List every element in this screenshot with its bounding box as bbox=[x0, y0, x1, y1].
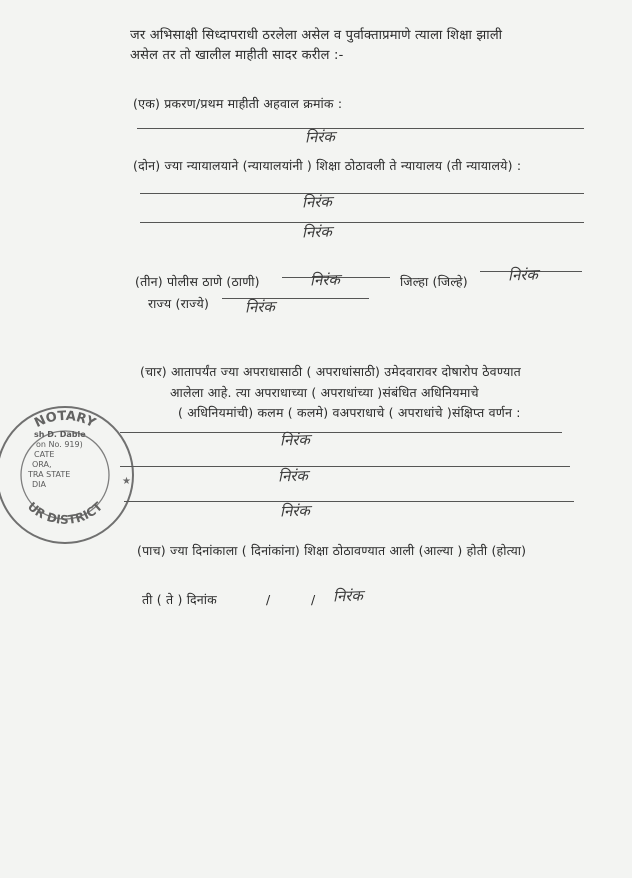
section4-line-a bbox=[120, 432, 562, 433]
seal-line-4: ORA, bbox=[32, 460, 52, 469]
section2-value-2: निरंक bbox=[301, 222, 333, 242]
section5-date-sep-1: / bbox=[266, 592, 271, 607]
seal-details bbox=[6, 430, 86, 490]
section3-district-label: जिल्हा (जिल्हे) bbox=[400, 274, 468, 289]
section4-line-c bbox=[124, 501, 574, 502]
section4-line-3: ( अधिनियमांची) कलम ( कलमे) वअपराधाचे ( अपराधांचे )संक्षिप्त वर्णन : bbox=[178, 405, 521, 420]
section5-date-sep-2: / bbox=[311, 592, 316, 607]
section4-line-1: (चार) आतापर्यंत ज्या अपराधासाठी ( अपराधांसाठी) उमेदवारावर दोषारोप ठेवण्यात bbox=[140, 364, 521, 379]
section3-state-value: निरंक bbox=[244, 297, 276, 317]
seal-reg: on No. 919) bbox=[36, 440, 83, 449]
section3-police-value: निरंक bbox=[309, 270, 341, 290]
section4-line-2: आलेला आहे. त्या अपराधाच्या ( अपराधांच्या )संबंधित अधिनियमाचे bbox=[170, 385, 479, 400]
section3-state-label: राज्य (राज्ये) bbox=[148, 296, 210, 311]
svg-text:★: ★ bbox=[122, 476, 131, 487]
section4-line-b bbox=[120, 466, 570, 467]
seal-name: sh D. Dable bbox=[34, 430, 86, 439]
intro-line-2: असेल तर तो खालील माहीती सादर करील :- bbox=[130, 48, 344, 63]
section3-district-value: निरंक bbox=[507, 265, 539, 285]
section5-label: (पाच) ज्या दिनांकाला ( दिनांकांना) शिक्षा ठोठावण्यात आली (आल्या ) होती (होत्या) bbox=[137, 543, 527, 558]
seal-top-text: NOTARY bbox=[32, 408, 98, 432]
seal-bottom-text: UR DISTRICT bbox=[24, 499, 106, 527]
intro-line-1: जर अभिसाक्षी सिध्दापराधी ठरलेला असेल व पुर्वाक्ताप्रमाणे त्याला शिक्षा झाली bbox=[130, 28, 503, 43]
section1-value: निरंक bbox=[304, 127, 336, 147]
section4-value-1: निरंक bbox=[279, 430, 311, 450]
section5-date-label: ती ( ते ) दिनांक bbox=[142, 592, 217, 607]
seal-line-5: TRA STATE bbox=[28, 470, 71, 479]
section4-value-3: निरंक bbox=[279, 501, 311, 521]
section4-value-2: निरंक bbox=[277, 466, 309, 486]
section2-label: (दोन) ज्या न्यायालयाने (न्यायालयांनी ) शिक्षा ठोठावली ते न्यायालय (ती न्यायालये) : bbox=[133, 158, 522, 173]
seal-line-3: CATE bbox=[34, 450, 55, 459]
section5-date-value: निरंक bbox=[332, 586, 364, 606]
section1-line bbox=[137, 128, 584, 129]
seal-line-6: DIA bbox=[32, 480, 46, 489]
section2-value-1: निरंक bbox=[301, 192, 333, 212]
section3-police-label: (तीन) पोलीस ठाणे (ठाणी) bbox=[135, 274, 260, 289]
section1-label: (एक) प्रकरण/प्रथम माहीती अहवाल क्रमांक : bbox=[133, 96, 343, 111]
section2-line-1 bbox=[140, 193, 584, 194]
section2-line-2 bbox=[140, 222, 584, 223]
